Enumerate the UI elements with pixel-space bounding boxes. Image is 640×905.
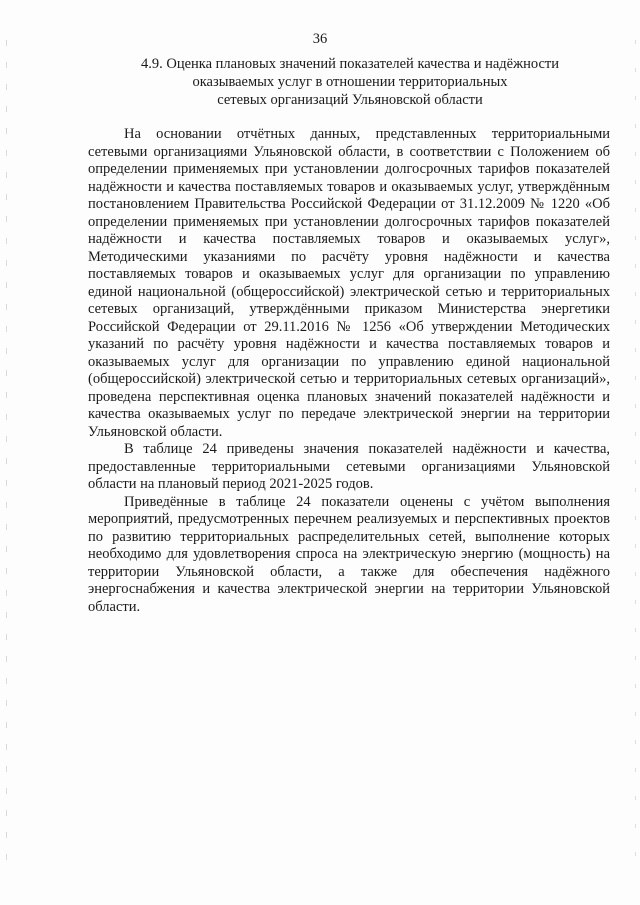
paragraph: В таблице 24 приведены значения показателей надёжности и качества, предоставленные территориальными сетевыми организациями Ульяновской области на плановый период 2021-2025 годов. xyxy=(88,441,610,492)
section-heading xyxy=(100,55,600,109)
body-text xyxy=(88,126,610,616)
section-heading-line-2: оказываемых услуг в отношении территориальных xyxy=(192,74,508,90)
scan-edge-right xyxy=(635,40,636,870)
page-number: 36 xyxy=(312,31,328,47)
section-heading-line-1: 4.9. Оценка плановых значений показателей качества и надёжности xyxy=(140,56,560,72)
paragraph: Приведённые в таблице 24 показатели оценены с учётом выполнения мероприятий, предусмотренных перечнем реализуемых и перспективных проектов по развитию территориальных распределительных сетей, выполнение которых необходимо для удовлетворения спроса на электрическую энергию (мощность) на территории Ульяновской области, а также для обеспечения надёжного энергоснабжения и качества электрической энергии на территории Ульяновской области. xyxy=(88,493,610,615)
paragraph: На основании отчётных данных, представленных территориальными сетевыми организациями Ульяновской области, в соответствии с Положением об определении применяемых при установлении долгосрочных тарифов показателей надёжности и качества поставляемых товаров и оказываемых услуг, утверждённым постановлением Правительства Российской Федерации от 31.12.2009 № 1220 «Об определении применяемых при установлении долгосрочных тарифов показателей надёжности и качества поставляемых товаров и оказываемых услуг», Методическими указаниями по расчёту уровня надёжности и качества поставляемых товаров и оказываемых услуг для организации по управлению единой национальной (общероссийской) электрической сетью и территориальных сетевых организаций, утверждёнными приказом Министерства энергетики Российской Федерации от 29.11.2016 № 1256 «Об утверждении Методических указаний по расчёту уровня надёжности и качества поставляемых товаров и оказываемых услуг для организации по управлению единой национальной (общероссийской) электрической сетью и территориальных сетевых организаций», проведена перспективная оценка плановых значений показателей надёжности и качества оказываемых услуг по передаче электрической энергии на территории Ульяновской области. xyxy=(88,126,610,440)
scan-edge-left xyxy=(6,40,7,870)
section-heading-line-3: сетевых организаций Ульяновской области xyxy=(217,92,483,108)
